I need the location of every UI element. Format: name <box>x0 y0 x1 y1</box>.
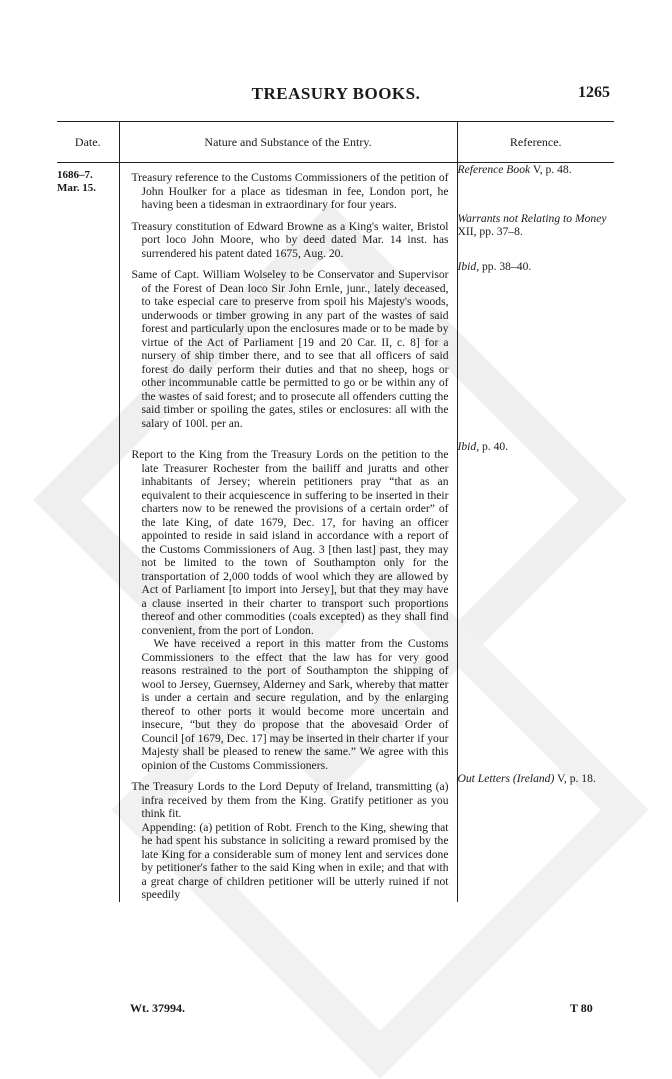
reference-4-plain: , p. 40. <box>476 440 509 453</box>
reference-cell-2 <box>457 212 614 261</box>
table-row <box>57 440 614 772</box>
page-number: 1265 <box>578 84 610 101</box>
entry-cell <box>119 163 457 212</box>
reference-3-italic: Ibid <box>457 260 477 273</box>
reference-cell-5 <box>457 772 614 902</box>
page-header <box>0 84 672 110</box>
entry-3-text: Same of Capt. William Wolseley to be Conservator and Supervisor of the Forest of Dean loco Sir John Ernle, junr., lately deceased, to take especial care to preserve from spoil his Majesty's woods, underwoods or timber growing in any part of the wastes of said forest and particularly upon the enclosures made or to be made by virtue of the Act of Parliament [19 and 20 Car. II, c. 8] for a nursery of ship timber there, and to see that all officers of said forest do daily perform their duties and that no sheep, hogs or other incommunable cattle be permitted to go or be within any of the wastes of said forest; and to prosecute all offenders cutting the said timber or spoiling the gates, stiles or enclosures: all with the salary of 100l. per an. <box>131 268 449 430</box>
date-cell <box>57 163 119 212</box>
entry-2 <box>120 212 457 261</box>
entry-1-text: Treasury reference to the Customs Commissioners of the petition of John Houlker for a place as tidesman in fee, London port, he having been a tidesman in extraordinary for four years. <box>131 171 449 211</box>
entry-5-appending: Appending: (a) petition of Robt. French to the King, shewing that he had spent his substance in soliciting a reward promised by the late King for a considerable sum of money lent and services done by petitioner's father to the said King when in exile; and that with a great charge of children petitioner will be utterly ruined if not speedily <box>141 820 449 901</box>
column-header-reference: Reference. <box>457 122 614 163</box>
reference-2-plain: XII, pp. 37–8. <box>457 225 523 238</box>
entry-4-text-continued: We have received a report in this matter from the Customs Commissioners to the effect that the law has for very good reasons restrained to the port of Southampton the shipping of wool to Jersey, Guernsey, Alderney and Sark, whereby that matter is under a certain and secure regulation, and by the enlarging thereof to other ports it would become more uncertain and insecure, “but they do propose that the abovesaid Order of Council [of 1679, Dec. 17] may be inserted in their charter if your Majesty shall be pleased to renew the same.” We agree with this opinion of the Customs Commissioners. <box>141 637 449 772</box>
entry-1 <box>120 163 457 212</box>
reference-3-plain: , pp. 38–40. <box>476 260 532 273</box>
reference-cell-3 <box>457 260 614 430</box>
reference-1-italic: Reference Book <box>457 163 531 176</box>
reference-2-italic: Warrants not Relating to Money <box>457 211 607 225</box>
reference-5-plain: V, p. 18. <box>554 772 596 785</box>
entry-5-text: The Treasury Lords to the Lord Deputy of Ireland, transmitting (a) infra received by them from the King. Gratify petitioner as you think fit. <box>131 780 449 820</box>
table-row <box>57 212 614 261</box>
entry-2-text: Treasury constitution of Edward Browne as a King's waiter, Bristol port loco John Moore, who by deed dated Mar. 14 inst. has surrendered his patent dated 1675, Aug. 20. <box>131 219 449 260</box>
footer-print-code: Wt. 37994. <box>130 1001 185 1015</box>
reference-4-italic: Ibid <box>457 440 477 453</box>
entries-table <box>57 121 614 902</box>
entry-3 <box>120 260 457 430</box>
entry-4 <box>120 440 457 772</box>
table-row <box>57 163 614 212</box>
page-title: TREASURY BOOKS. <box>251 84 421 103</box>
reference-cell-1 <box>457 163 614 212</box>
reference-1-plain: V, p. 48. <box>530 163 572 176</box>
date-day: Mar. 15. <box>57 182 97 194</box>
column-header-date: Date. <box>57 122 119 163</box>
entry-5 <box>120 772 457 902</box>
column-header-entry: Nature and Substance of the Entry. <box>119 122 457 163</box>
date-year: 1686–7. <box>57 169 93 181</box>
table-row <box>57 260 614 430</box>
table-header-row <box>57 122 614 163</box>
reference-cell-4 <box>457 440 614 772</box>
entry-4-text: Report to the King from the Treasury Lords on the petition to the late Treasurer Rochester from the bailiff and juratts and other inhabitants of Jersey; wherein petitioners pray “that as an equivalent to their acquiescence in suffering to be inserted in their charters now to be renewed the provisions of a certain order” of the late King, of date 1679, Dec. 17, for having an officer appointed to reside in said island in accordance with a report of the Customs Commissioners of Aug. 3 [then last] past, they may not be limited to the town of Southampton only for the transportation of 2,000 todds of wool which they are allowed by Act of Parliament [to import into Jersey], but that they may have a clause inserted in their charter to transport such proportions thereof and other commodities (coals excepted) as they shall find convenient, from the port of London. <box>131 448 449 637</box>
footer-signature-mark: T 80 <box>570 1001 593 1015</box>
reference-5-italic: Out Letters (Ireland) <box>457 772 555 785</box>
table-row <box>57 772 614 902</box>
